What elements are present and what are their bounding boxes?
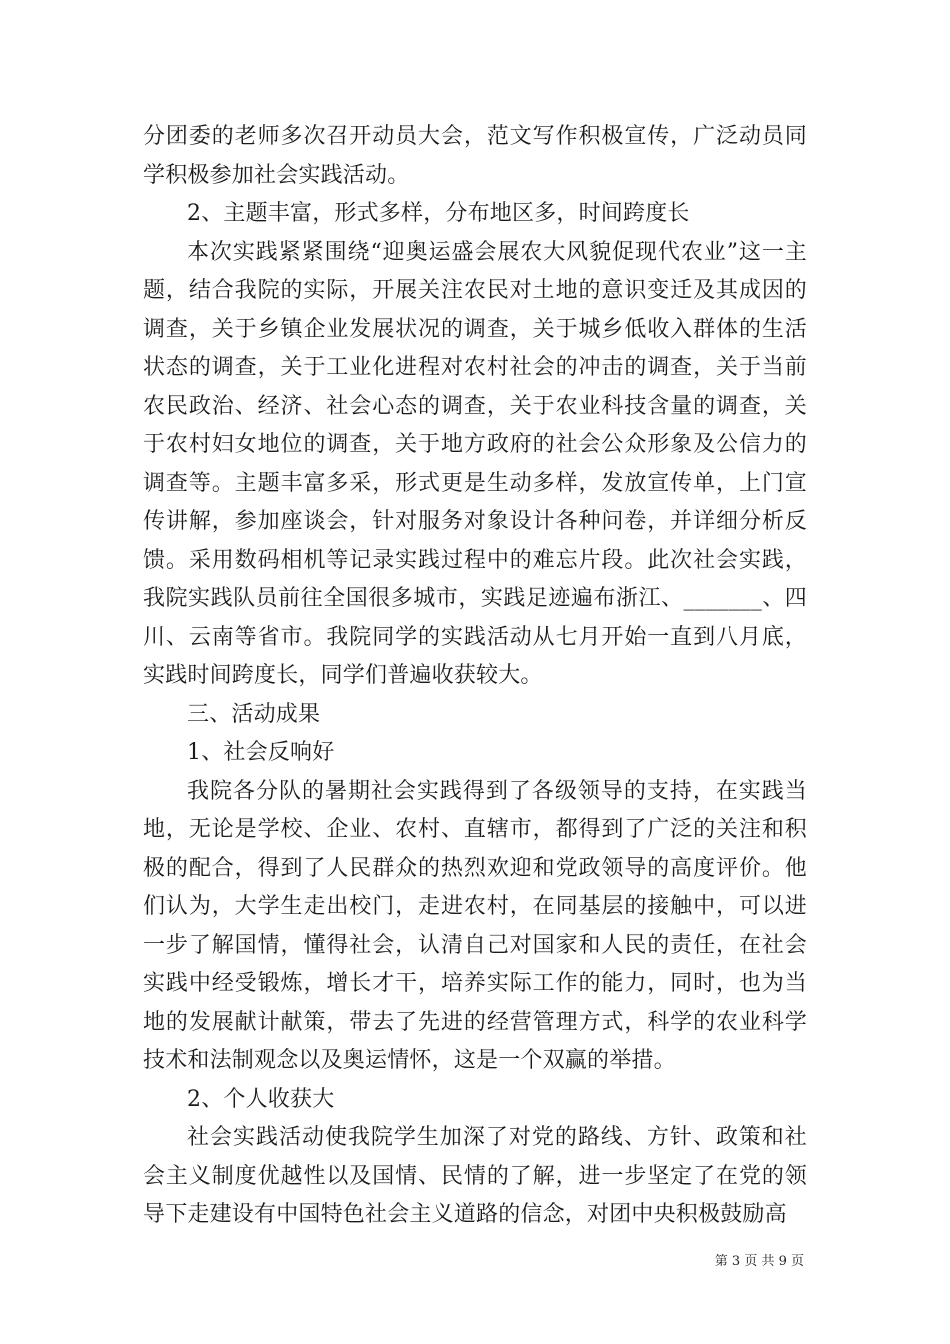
paragraph-social-response-body: 我院各分队的暑期社会实践得到了各级领导的支持，在实践当地，无论是学校、企业、农村、直辖市，都得到了广泛的关注和积极的配合，得到了人民群众的热烈欢迎和党政领导的高度评价。他们认为，大学生走出校门，走进农村，在同基层的接触中，可以进一步了解国情，懂得社会，认清自己对国家和人民的责任，在社会实践中经受锻炼，增长才干，培养实际工作的能力，同时，也为当地的发展献计献策，带去了先进的经营管理方式，科学的农业科学技术和法制观念以及奥运情怀，这是一个双赢的举措。 xyxy=(143,778,807,1073)
subheading-social-response: 1、社会反响好 xyxy=(187,740,335,765)
paragraph-1: 分团委的老师多次召开动员大会，范文写作积极宣传，广泛动员同学积极参加社会实践活动。 xyxy=(143,124,807,188)
page-number: 第 3 页 共 9 页 xyxy=(714,1254,804,1269)
section-heading-themes: 2、主题丰富，形式多样，分布地区多，时间跨度长 xyxy=(187,201,690,226)
document-body xyxy=(143,118,807,1235)
subheading-personal-gain: 2、个人收获大 xyxy=(187,1086,335,1112)
paragraph-themes-body: 本次实践紧紧围绕“迎奥运盛会展农大风貌促现代农业”这一主题，结合我院的实际，开展关注农民对土地的意识变迁及其成因的调查，关于乡镇企业发展状况的调查，关于城乡低收入群体的生活状态的调查，关于工业化进程对农村社会的冲击的调查，关于当前农民政治、经济、社会心态的调查，关于农业科技含量的调查，关于农村妇女地位的调查，关于地方政府的社会公众形象及公信力的调查等。主题丰富多采，形式更是生动多样，发放宣传单，上门宣传讲解，参加座谈会，针对服务对象设计各种问卷，并详细分析反馈。采用数码相机等记录实践过程中的难忘片段。此次社会实践，我院实践队员前往全国很多城市，实践足迹遍布浙江、_______、四川、云南等省市。我院同学的实践活动从七月开始一直到八月底，实践时间跨度长，同学们普遍收获较大。 xyxy=(143,239,807,688)
paragraph-personal-gain-body: 社会实践活动使我院学生加深了对党的路线、方针、政策和社会主义制度优越性以及国情、民情的了解，进一步坚定了在党的领导下走建设有中国特色社会主义道路的信念，对团中央积极鼓励高 xyxy=(143,1125,807,1227)
section-heading-results: 三、活动成果 xyxy=(187,701,321,727)
